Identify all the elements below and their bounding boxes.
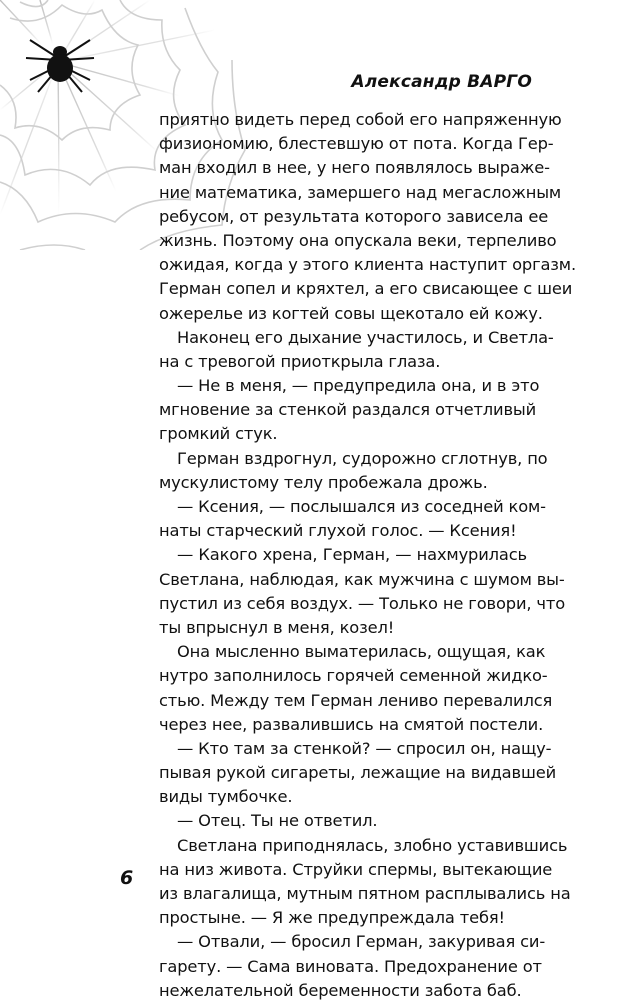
text-line: — Отец. Ты не ответил. xyxy=(177,811,378,831)
text-line: приятно видеть перед собой его напряженную xyxy=(159,110,562,129)
text-line: физиономию, блестевшую от пота. Когда Гер- xyxy=(159,134,554,154)
text-line: простыне. — Я же предупреждала тебя! xyxy=(159,908,505,928)
text-line: — Кто там за стенкой? — спросил он, нащу- xyxy=(177,738,552,758)
text-line: на низ живота. Струйки спермы, вытекающие xyxy=(159,859,553,879)
text-line: мускулистому телу пробежала дрожь. xyxy=(159,472,488,492)
text-line: Светлана приподнялась, злобно уставившись xyxy=(177,835,568,855)
text-line: виды тумбочке. xyxy=(159,787,293,807)
text-line: наты старческий глухой голос. — Ксения! xyxy=(159,521,517,541)
text-line: Светлана, наблюдая, как мужчина с шумом вы- xyxy=(159,569,565,589)
running-head-author: Александр ВАРГО xyxy=(351,72,532,92)
text-line: стью. Между тем Герман лениво перевалился xyxy=(159,690,553,710)
text-line: ты впрыснул в меня, козел! xyxy=(159,617,395,637)
text-line: через нее, развалившись на смятой постели. xyxy=(159,714,544,734)
text-line: — Ксения, — послышался из соседней ком- xyxy=(177,497,546,516)
body-text xyxy=(159,108,576,1003)
text-line: нежелательной беременности забота баб. xyxy=(159,980,522,1000)
text-line: гарету. — Сама виновата. Предохранение от xyxy=(159,956,542,976)
text-line: Герман сопел и кряхтел, а его свисающее с шеи xyxy=(159,279,573,299)
text-line: Наконец его дыхание участилось, и Светла- xyxy=(177,327,554,347)
text-line: — Какого хрена, Герман, — нахмурилась xyxy=(177,545,527,565)
text-line: из влагалища, мутным пятном расплывались на xyxy=(159,884,571,903)
text-line: ребусом, от результата которого зависела ее xyxy=(159,206,549,226)
text-line: ние математика, замершего над мегасложным xyxy=(159,182,562,202)
text-line: ожидая, когда у этого клиента наступит оргазм. xyxy=(159,255,576,275)
text-line: нутро заполнилось горячей семенной жидко- xyxy=(159,666,548,686)
page-number: 6 xyxy=(120,867,134,889)
spider-icon xyxy=(26,40,94,92)
text-line: ман входил в нее, у него появлялось выраже- xyxy=(159,158,550,178)
text-line: пывая рукой сигареты, лежащие на видавшей xyxy=(159,763,556,783)
text-line: жизнь. Поэтому она опускала веки, терпеливо xyxy=(159,230,557,250)
text-line: Она мысленно выматерилась, ощущая, как xyxy=(177,642,546,662)
text-line: — Отвали, — бросил Герман, закуривая си- xyxy=(177,932,546,952)
text-line: громкий стук. xyxy=(159,424,278,444)
text-line: пустил из себя воздух. — Только не говори, что xyxy=(159,593,566,613)
text-line: мгновение за стенкой раздался отчетливый xyxy=(159,400,537,420)
text-line: Герман вздрогнул, судорожно сглотнув, по xyxy=(177,448,548,468)
text-line: на с тревогой приоткрыла глаза. xyxy=(159,351,441,371)
text-line: — Не в меня, — предупредила она, и в это xyxy=(177,376,540,396)
text-line: ожерелье из когтей совы щекотало ей кожу. xyxy=(159,303,543,323)
